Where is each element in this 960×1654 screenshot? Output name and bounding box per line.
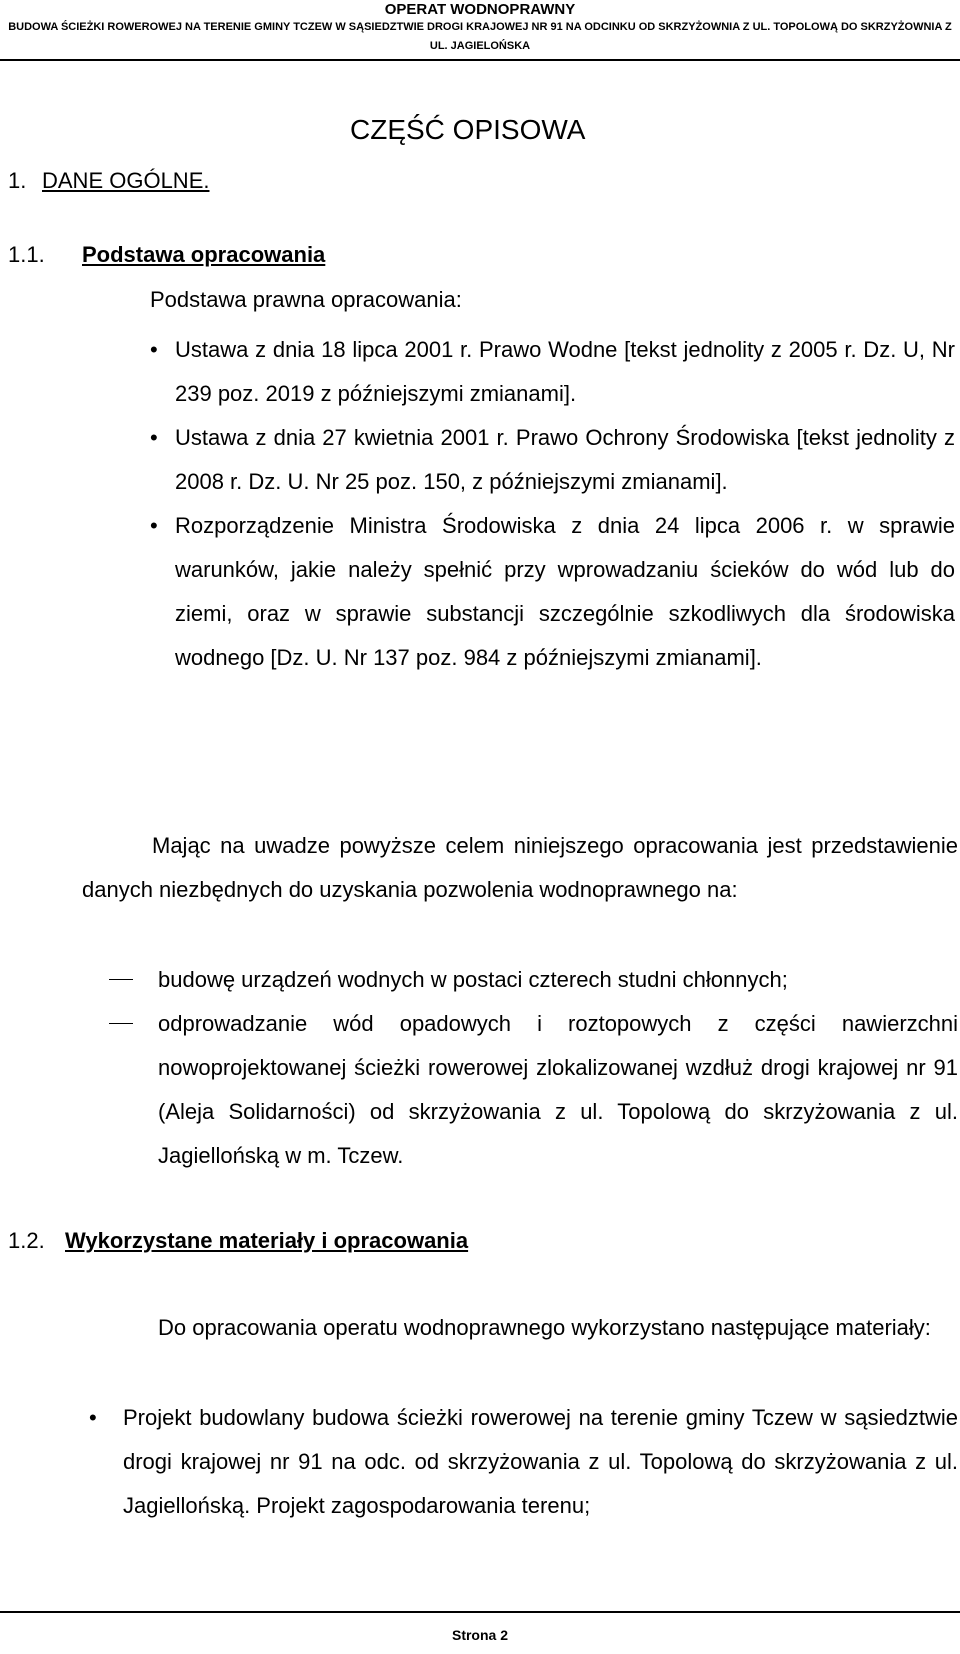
section-heading-1-1 [8, 242, 325, 268]
section-title: Wykorzystane materiały i opracowania [65, 1228, 469, 1253]
bullet-icon: • [150, 337, 158, 362]
list-item-text: budowę urządzeń wodnych w postaci czterech studni chłonnych; [158, 967, 788, 992]
list-item-text: Ustawa z dnia 27 kwietnia 2001 r. Prawo Ochrony Środowiska [tekst jednolity z 2008 r. Dz. U. Nr 25 poz. 150, z późniejszymi zmianami]. [175, 425, 955, 494]
bullet-icon: • [150, 513, 158, 538]
list-item-text: Projekt budowlany budowa ścieżki rowerowej na terenie gminy Tczew w sąsiedztwie drogi krajowej nr 91 na odc. od skrzyżowania z ul. Topolową do skrzyżowania z ul. Jagiellońską. Projekt zagospodarowania terenu; [123, 1405, 958, 1518]
part-title: CZĘŚĆ OPISOWA [350, 114, 586, 145]
list-item [158, 958, 958, 1002]
legal-basis-intro: Podstawa prawna opracowania: [150, 287, 462, 312]
footer-divider [0, 1611, 960, 1613]
dash-icon [109, 979, 133, 980]
list-item [150, 504, 955, 680]
list-item-text: Ustawa z dnia 18 lipca 2001 r. Prawo Wodne [tekst jednolity z 2005 r. Dz. U, Nr 239 poz. 2019 z późniejszymi zmianami]. [175, 337, 955, 406]
section-heading-1 [8, 168, 209, 194]
list-item [158, 1002, 958, 1178]
section-heading-1-2 [8, 1228, 468, 1254]
materials-list [89, 1396, 958, 1528]
document-title: OPERAT WODNOPRAWNY [384, 1, 576, 18]
document-subtitle: BUDOWA ŚCIEŻKI ROWEROWEJ NA TERENIE GMINY TCZEW W SĄSIEDZTWIE DROGI KRAJOWEJ NR 91 NA ODCINKU OD SKRZYŻOWNIA Z UL. TOPOLOWĄ DO SKRZYŻOWNIA Z UL. JAGIELOŃSKA [8, 21, 952, 52]
header-divider [0, 59, 960, 61]
scope-list [158, 958, 958, 1178]
legal-basis-list [150, 328, 955, 680]
list-item [150, 328, 955, 416]
section-title: Podstawa opracowania [82, 242, 326, 267]
list-item-text: Rozporządzenie Ministra Środowiska z dnia 24 lipca 2006 r. w sprawie warunków, jakie należy spełnić przy wprowadzaniu ścieków do wód lub do ziemi, oraz w sprawie substancji szczególnie szkodliwych dla środowiska wodnego [Dz. U. Nr 137 poz. 984 z późniejszymi zmianami]. [175, 513, 955, 670]
list-item [150, 416, 955, 504]
section-number: 1.1. [8, 242, 45, 267]
section-number: 1.2. [8, 1228, 45, 1253]
page-number: Strona 2 [451, 1627, 508, 1643]
purpose-paragraph: Mając na uwadze powyższe celem niniejszego opracowania jest przedstawienie danych niezbędnych do uzyskania pozwolenia wodnoprawnego na: [82, 833, 958, 902]
dash-icon [109, 1023, 133, 1024]
list-item-text: odprowadzanie wód opadowych i roztopowych z części nawierzchni nowoprojektowanej ścieżki rowerowej zlokalizowanej wzdłuż drogi krajowej nr 91 (Aleja Solidarności) od skrzyżowania z ul. Topolową do skrzyżowania z ul. Jagiellońską w m. Tczew. [158, 1011, 958, 1168]
section-number: 1. [8, 168, 27, 193]
materials-paragraph: Do opracowania operatu wodnoprawnego wykorzystano następujące materiały: [158, 1315, 931, 1340]
bullet-icon: • [150, 425, 158, 450]
list-item [89, 1396, 958, 1528]
section-title: DANE OGÓLNE. [42, 168, 210, 193]
page-header [0, 0, 960, 56]
bullet-icon: • [89, 1405, 97, 1430]
